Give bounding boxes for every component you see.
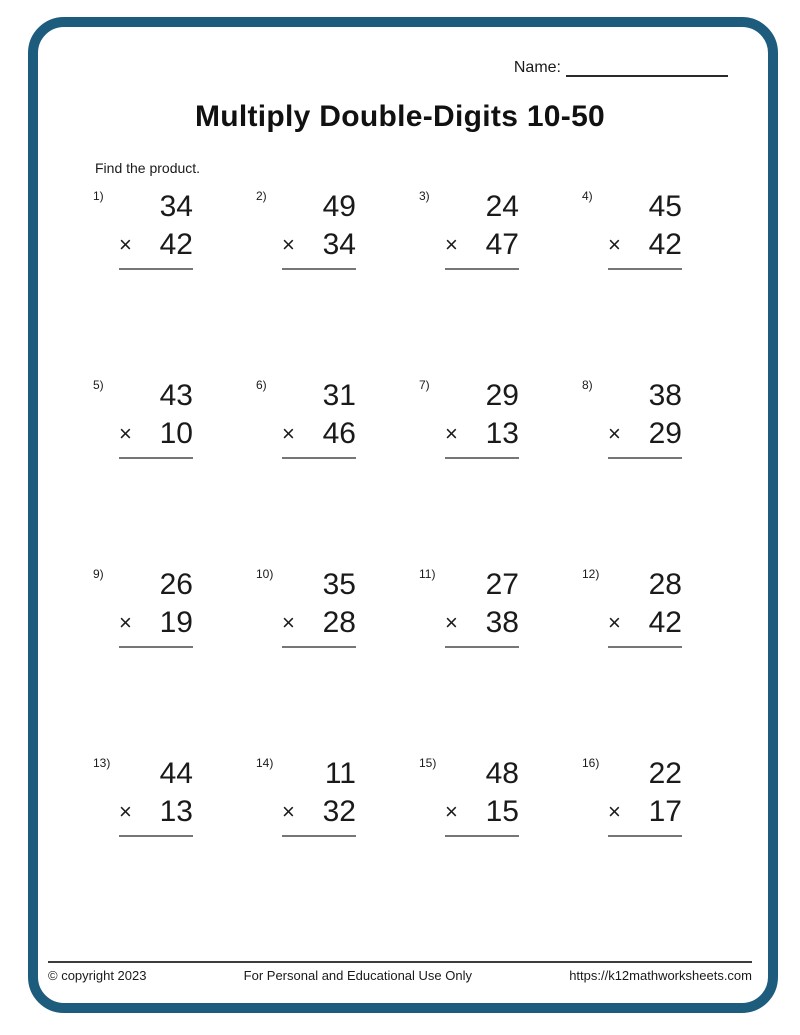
problem-1 (93, 186, 256, 375)
multiplier-row (608, 226, 682, 264)
multiplier-row (608, 415, 682, 453)
multiplicand: 22 (648, 757, 682, 790)
multiplicand: 28 (648, 568, 682, 601)
multiplier: 32 (322, 795, 356, 828)
multiplier: 28 (322, 606, 356, 639)
problem-number: 5) (93, 378, 104, 392)
problem-work (445, 377, 519, 459)
problem-number: 2) (256, 189, 267, 203)
multiply-icon: × (119, 799, 132, 824)
multiplicand: 48 (485, 757, 519, 790)
problem-work (608, 755, 682, 837)
multiplicand: 43 (159, 379, 193, 412)
multiply-icon: × (119, 421, 132, 446)
problem-6 (256, 375, 419, 564)
multiplier-row (119, 415, 193, 453)
multiplier-row (119, 604, 193, 642)
multiplier: 46 (322, 417, 356, 450)
name-row (514, 57, 728, 77)
problem-number: 15) (419, 756, 437, 770)
multiplicand: 34 (159, 190, 193, 223)
multiplier-row (445, 226, 519, 264)
problem-number: 7) (419, 378, 430, 392)
problem-4 (582, 186, 745, 375)
problem-number: 16) (582, 756, 600, 770)
multiply-icon: × (282, 610, 295, 635)
multiplier-row (282, 604, 356, 642)
problem-number: 3) (419, 189, 430, 203)
multiply-icon: × (445, 421, 458, 446)
multiplicand: 26 (159, 568, 193, 601)
problem-15 (419, 753, 582, 942)
multiplier-row (445, 793, 519, 831)
multiplier-row (445, 415, 519, 453)
problem-work (282, 755, 356, 837)
multiplier-row (282, 793, 356, 831)
problem-work (119, 566, 193, 648)
multiplier-row (119, 793, 193, 831)
footer (48, 968, 752, 983)
multiply-icon: × (608, 421, 621, 446)
problem-work (445, 188, 519, 270)
problem-work (282, 377, 356, 459)
multiply-icon: × (282, 421, 295, 446)
problem-number: 4) (582, 189, 593, 203)
problem-11 (419, 564, 582, 753)
usage-text: For Personal and Educational Use Only (243, 968, 473, 983)
multiplier: 38 (485, 606, 519, 639)
problem-work (282, 188, 356, 270)
multiply-icon: × (608, 232, 621, 257)
multiply-icon: × (119, 610, 132, 635)
multiplier: 13 (159, 795, 193, 828)
problem-5 (93, 375, 256, 564)
multiply-icon: × (282, 232, 295, 257)
multiplicand: 29 (485, 379, 519, 412)
multiply-icon: × (445, 610, 458, 635)
multiplier-row (119, 226, 193, 264)
copyright-text: © copyright 2023 (48, 968, 147, 983)
multiplier-row (282, 226, 356, 264)
problem-7 (419, 375, 582, 564)
problem-12 (582, 564, 745, 753)
multiplicand: 31 (322, 379, 356, 412)
problem-work (608, 377, 682, 459)
page-title: Multiply Double-Digits 10-50 (194, 100, 606, 133)
multiplicand: 11 (324, 757, 356, 790)
multiply-icon: × (445, 232, 458, 257)
name-blank-line (566, 57, 728, 77)
problem-work (119, 755, 193, 837)
problem-number: 13) (93, 756, 111, 770)
multiplier-row (608, 604, 682, 642)
problem-3 (419, 186, 582, 375)
multiplier: 17 (648, 795, 682, 828)
problems-grid (93, 186, 745, 942)
multiplier-row (282, 415, 356, 453)
multiply-icon: × (608, 610, 621, 635)
problem-14 (256, 753, 419, 942)
problem-work (119, 377, 193, 459)
multiplicand: 27 (485, 568, 519, 601)
problem-number: 10) (256, 567, 274, 581)
website-url: https://k12mathworksheets.com (569, 968, 752, 983)
multiplier-row (445, 604, 519, 642)
multiplier: 29 (648, 417, 682, 450)
multiplier-row (608, 793, 682, 831)
problem-9 (93, 564, 256, 753)
multiply-icon: × (119, 232, 132, 257)
footer-divider (48, 961, 752, 963)
problem-number: 8) (582, 378, 593, 392)
problem-number: 14) (256, 756, 274, 770)
multiplier: 34 (322, 228, 356, 261)
multiplicand: 49 (322, 190, 356, 223)
problem-work (282, 566, 356, 648)
problem-13 (93, 753, 256, 942)
problem-number: 9) (93, 567, 104, 581)
problem-work (119, 188, 193, 270)
multiplier: 13 (485, 417, 519, 450)
problem-work (445, 566, 519, 648)
multiplier: 42 (159, 228, 193, 261)
problem-16 (582, 753, 745, 942)
multiplier: 42 (648, 606, 682, 639)
problem-number: 6) (256, 378, 267, 392)
problem-number: 12) (582, 567, 600, 581)
multiplier: 10 (159, 417, 193, 450)
multiplicand: 35 (322, 568, 356, 601)
problem-work (608, 188, 682, 270)
problem-work (445, 755, 519, 837)
multiplicand: 45 (648, 190, 682, 223)
problem-8 (582, 375, 745, 564)
multiplicand: 24 (485, 190, 519, 223)
multiplicand: 38 (648, 379, 682, 412)
problem-number: 1) (93, 189, 104, 203)
multiply-icon: × (282, 799, 295, 824)
multiplier: 15 (485, 795, 519, 828)
problem-number: 11) (419, 567, 436, 581)
problem-10 (256, 564, 419, 753)
multiplier: 19 (159, 606, 193, 639)
multiplier: 47 (485, 228, 519, 261)
name-label: Name: (513, 59, 561, 76)
problem-2 (256, 186, 419, 375)
multiplier: 42 (648, 228, 682, 261)
problem-work (608, 566, 682, 648)
multiply-icon: × (445, 799, 458, 824)
multiplicand: 44 (159, 757, 193, 790)
instruction-text: Find the product. (95, 160, 201, 176)
multiply-icon: × (608, 799, 621, 824)
